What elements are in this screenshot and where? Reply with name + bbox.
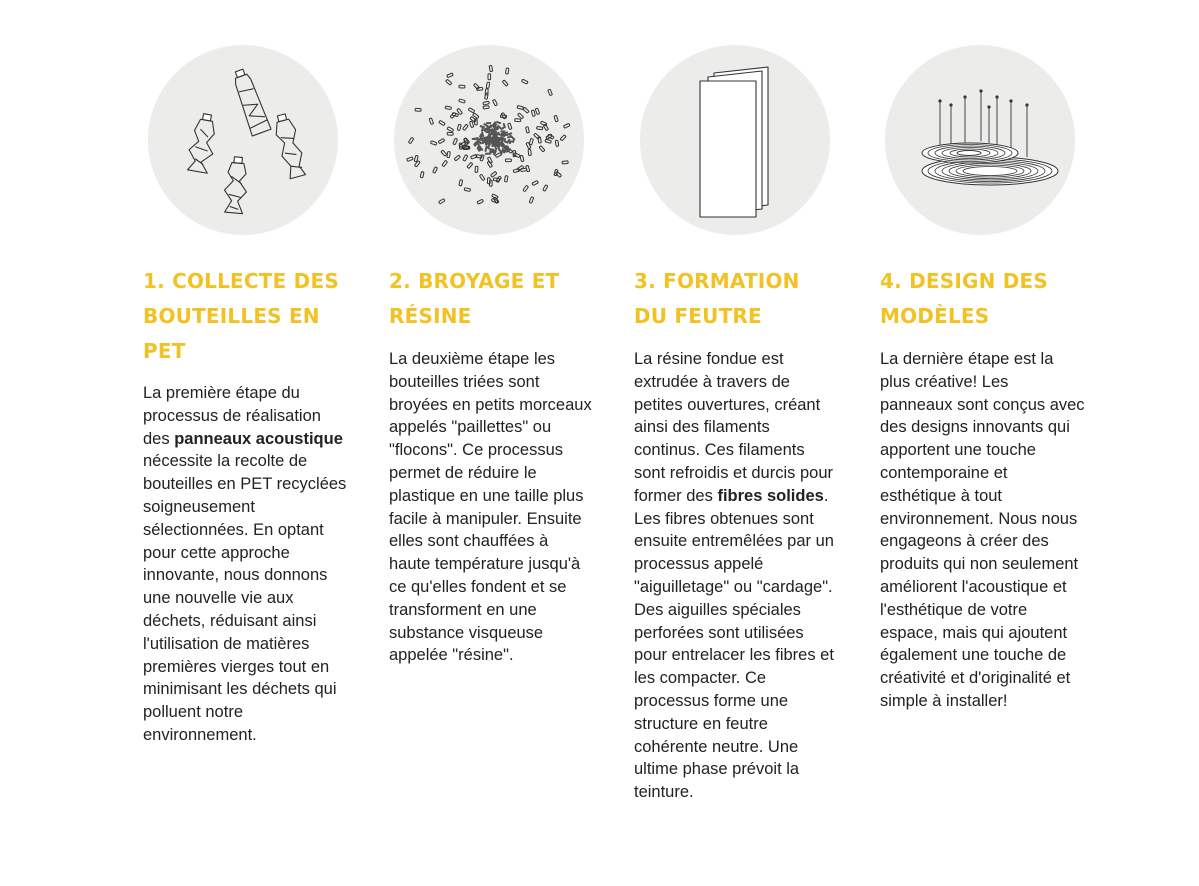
step-description: La dernière étape est la plus créative! Les panneaux sont conçus avec des designs innovants qui apportent une touche contemporaine et esthétique à tout environnement. Nous nous engageons à créer des produits qui non seulement améliorent l'acoustique et l'esthétique de votre espace, mais qui ajoutent également une touche de créativité et d'originalité et simple à installer! — [880, 350, 1085, 710]
bold-keyword: panneaux acoustique — [174, 429, 343, 448]
plastic-flakes-icon — [394, 45, 584, 235]
step-title: 4. DESIGN DES MODÈLES — [880, 269, 1048, 328]
suspended-panel-design-icon — [885, 45, 1075, 235]
step-title: 1. COLLECTE DES BOUTEILLES EN PET — [143, 269, 339, 363]
bold-keyword: fibres solides — [717, 486, 824, 505]
step-title: 3. FORMATION DU FEUTRE — [634, 269, 800, 328]
step-description: La première étape du processus de réalisation des panneaux acoustique nécessite la recolte de bouteilles en PET recyclées soigneusement sélectionnées. En optant pour cette approche innovante, nous donnons une nouvelle vie aux déchets, réduisant ainsi l'utilisation de matières premières vierges tout en minimisant les déchets qui polluent notre environnement. — [143, 384, 347, 744]
step-description: La deuxième étape les bouteilles triées sont broyées en petits morceaux appelés "paillettes" ou "flocons". Ce processus permet de réduire le plastique en une taille plus facile à manipuler. Ensuite elles sont chauffées à haute température jusqu'à ce qu'elles fondent et se transforment en une substance visqueuse appelée "résine". — [389, 350, 592, 665]
felt-panels-icon — [640, 45, 830, 235]
step-title: 2. BROYAGE ET RÉSINE — [389, 269, 560, 328]
step-description: La résine fondue est extrudée à travers de petites ouvertures, créant ainsi des filaments continus. Ces filaments sont refroidis et durcis pour former des fibres solides. Les fibres obtenues sont ensuite entremêlées par un processus appelé "aiguilletage" ou "cardage". Des aiguilles spéciales perforées sont utilisées pour entrelacer les fibres et les compacter. Ce processus forme une structure en feutre cohérente neutre. Une ultime phase prévoit la teinture. — [634, 350, 834, 802]
crushed-bottles-icon — [148, 45, 338, 235]
